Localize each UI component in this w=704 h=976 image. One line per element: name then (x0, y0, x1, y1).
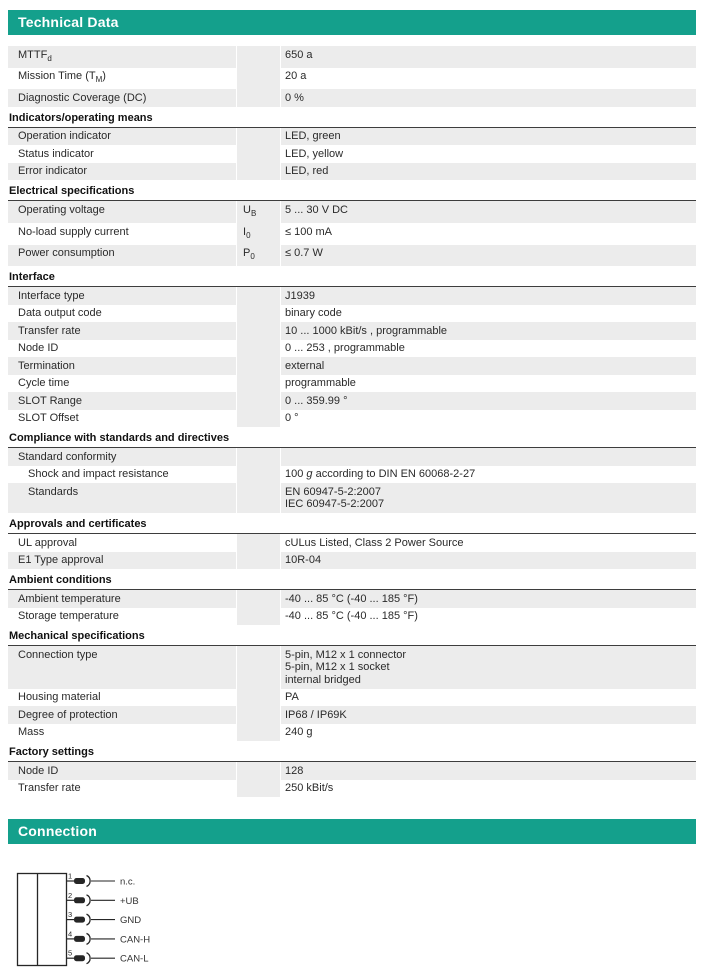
row-value: ≤ 100 mA (281, 223, 696, 245)
table-row (8, 340, 696, 358)
row-value: -40 ... 85 °C (-40 ... 185 °F) (281, 590, 696, 608)
row-symbol (237, 305, 281, 323)
row-value: 20 a (281, 68, 696, 90)
pin-label: +UB (120, 896, 139, 908)
pin-contact-icon (74, 956, 85, 962)
row-value: 0 ° (281, 410, 696, 428)
row-value: ≤ 0.7 W (281, 245, 696, 267)
table-row (8, 466, 696, 484)
row-label: SLOT Range (8, 392, 237, 410)
row-label: Operation indicator (8, 128, 237, 146)
technical-data-section-bar (8, 10, 696, 35)
table-row (8, 552, 696, 570)
row-symbol (237, 762, 281, 780)
socket-arc-icon (87, 934, 91, 945)
row-label: Interface type (8, 287, 237, 305)
row-symbol (237, 706, 281, 724)
table-row (8, 201, 696, 223)
table-row (8, 375, 696, 393)
table-row (8, 68, 696, 90)
connection-section-bar (8, 819, 696, 844)
table-row (8, 762, 696, 780)
row-symbol (237, 46, 281, 68)
datasheet-page (0, 10, 704, 976)
row-symbol (237, 590, 281, 608)
row-value: 100 g according to DIN EN 60068-2-27 (281, 466, 696, 484)
technical-data-table (8, 46, 696, 797)
pin-label: GND (120, 915, 142, 927)
row-label: $MTTF_d$ (8, 46, 237, 68)
row-value: 5-pin, M12 x 1 connector 5-pin, M12 x 1 socket internal bridged (281, 646, 696, 689)
row-symbol (237, 448, 281, 466)
row-value: 240 g (281, 724, 696, 742)
technical-data-title: Technical Data (18, 14, 119, 30)
row-label: Diagnostic Coverage (DC) (8, 89, 237, 107)
row-symbol: $I_0$ (237, 223, 281, 245)
row-value (281, 448, 696, 466)
row-value: 0 ... 359.99 ° (281, 392, 696, 410)
section-header: Factory settings (8, 741, 696, 762)
table-row (8, 163, 696, 181)
row-symbol (237, 340, 281, 358)
row-label: Operating voltage (8, 201, 237, 223)
row-label: Power consumption (8, 245, 237, 267)
row-label: Mass (8, 724, 237, 742)
row-label: Transfer rate (8, 780, 237, 798)
row-label: Shock and impact resistance (8, 466, 237, 484)
row-value: external (281, 357, 696, 375)
row-value: LED, green (281, 128, 696, 146)
row-value: 10R-04 (281, 552, 696, 570)
row-symbol (237, 689, 281, 707)
row-value: PA (281, 689, 696, 707)
row-value: 0 % (281, 89, 696, 107)
section-header: Interface (8, 266, 696, 287)
pin-number: 1 (68, 871, 73, 881)
section-header: Mechanical specifications (8, 625, 696, 646)
table-row (8, 590, 696, 608)
row-symbol (237, 392, 281, 410)
row-label: No-load supply current (8, 223, 237, 245)
table-row (8, 46, 696, 68)
table-row (8, 780, 696, 798)
row-label: E1 Type approval (8, 552, 237, 570)
row-value: J1939 (281, 287, 696, 305)
row-symbol: $P_0$ (237, 245, 281, 267)
row-label: Node ID (8, 762, 237, 780)
row-value: 650 a (281, 46, 696, 68)
table-row (8, 534, 696, 552)
row-label: Housing material (8, 689, 237, 707)
pin-number: 2 (68, 891, 73, 901)
row-symbol (237, 608, 281, 626)
connection-diagram (14, 871, 696, 976)
row-symbol (237, 724, 281, 742)
table-row (8, 646, 696, 689)
row-symbol (237, 410, 281, 428)
table-row (8, 448, 696, 466)
row-symbol (237, 357, 281, 375)
pin-number: 4 (68, 929, 73, 939)
row-symbol (237, 89, 281, 107)
table-row (8, 410, 696, 428)
row-label: Termination (8, 357, 237, 375)
table-row (8, 287, 696, 305)
row-label: UL approval (8, 534, 237, 552)
row-label: Node ID (8, 340, 237, 358)
row-symbol (237, 483, 281, 513)
row-value: LED, yellow (281, 145, 696, 163)
row-label: Cycle time (8, 375, 237, 393)
table-row (8, 724, 696, 742)
table-row (8, 89, 696, 107)
row-symbol (237, 780, 281, 798)
row-symbol (237, 322, 281, 340)
row-label: Connection type (8, 646, 237, 689)
row-symbol (237, 145, 281, 163)
row-label: Standards (8, 483, 237, 513)
table-row (8, 145, 696, 163)
table-row (8, 689, 696, 707)
section-header: Indicators/operating means (8, 107, 696, 128)
row-label: Status indicator (8, 145, 237, 163)
pin-label: CAN-L (120, 954, 149, 966)
table-row (8, 322, 696, 340)
row-label: Degree of protection (8, 706, 237, 724)
row-symbol: $U_B$ (237, 201, 281, 223)
pin-label: CAN-H (120, 934, 151, 946)
table-row (8, 357, 696, 375)
row-label: Ambient temperature (8, 590, 237, 608)
table-row (8, 128, 696, 146)
table-row (8, 706, 696, 724)
row-value: IP68 / IP69K (281, 706, 696, 724)
table-row (8, 305, 696, 323)
row-symbol (237, 646, 281, 689)
row-label: Error indicator (8, 163, 237, 181)
table-row (8, 392, 696, 410)
pin-contact-icon (74, 936, 85, 942)
table-row (8, 483, 696, 513)
table-row (8, 223, 696, 245)
socket-arc-icon (87, 953, 91, 964)
pin-label: n.c. (120, 876, 136, 888)
connector-body (18, 874, 67, 966)
connection-title: Connection (18, 823, 97, 840)
table-row (8, 245, 696, 267)
socket-arc-icon (87, 895, 91, 906)
row-value: cULus Listed, Class 2 Power Source (281, 534, 696, 552)
row-symbol (237, 68, 281, 90)
row-value: 0 ... 253 , programmable (281, 340, 696, 358)
row-symbol (237, 128, 281, 146)
row-value: EN 60947-5-2:2007 IEC 60947-5-2:2007 (281, 483, 696, 513)
row-value: binary code (281, 305, 696, 323)
row-symbol (237, 466, 281, 484)
pin-contact-icon (74, 917, 85, 923)
row-symbol (237, 163, 281, 181)
row-symbol (237, 375, 281, 393)
pin-number: 3 (68, 910, 73, 920)
row-value: LED, red (281, 163, 696, 181)
section-header: Compliance with standards and directives (8, 427, 696, 448)
row-symbol (237, 534, 281, 552)
pin-number: 5 (68, 949, 73, 959)
section-header: Ambient conditions (8, 569, 696, 590)
connector-pinout-diagram (14, 871, 224, 971)
socket-arc-icon (87, 915, 91, 926)
row-label: Transfer rate (8, 322, 237, 340)
row-value: -40 ... 85 °C (-40 ... 185 °F) (281, 608, 696, 626)
row-label: SLOT Offset (8, 410, 237, 428)
section-header: Electrical specifications (8, 180, 696, 201)
row-label: Standard conformity (8, 448, 237, 466)
row-value: 250 kBit/s (281, 780, 696, 798)
table-row (8, 608, 696, 626)
section-header: Approvals and certificates (8, 513, 696, 534)
row-value: programmable (281, 375, 696, 393)
row-value: 128 (281, 762, 696, 780)
row-label: Storage temperature (8, 608, 237, 626)
row-value: 10 ... 1000 kBit/s , programmable (281, 322, 696, 340)
row-label: Mission Time $(T_M)$ (8, 68, 237, 90)
row-label: Data output code (8, 305, 237, 323)
row-symbol (237, 287, 281, 305)
row-symbol (237, 552, 281, 570)
row-value: 5 ... 30 V DC (281, 201, 696, 223)
socket-arc-icon (87, 876, 91, 887)
pin-contact-icon (74, 898, 85, 904)
pin-contact-icon (74, 878, 85, 884)
